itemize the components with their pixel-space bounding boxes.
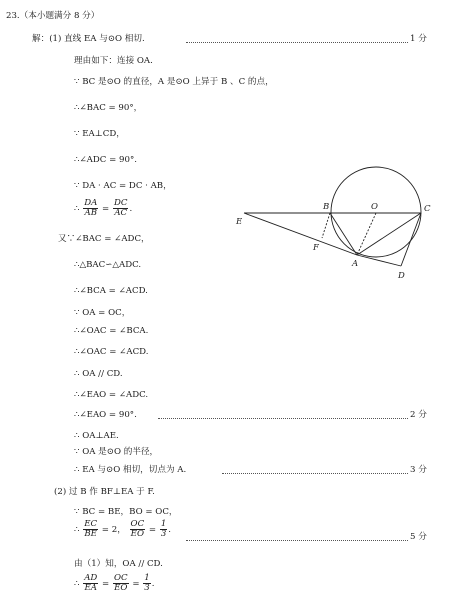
label-o: O [371, 202, 378, 212]
score-1: 1 分 [410, 34, 427, 44]
solution-line-3: ∵ BC 是⊙O 的直径，A 是⊙O 上异于 B 、C 的点， [74, 77, 274, 87]
label-e: E [236, 217, 243, 227]
solution-line-24: 由（1）知，OA // CD. [74, 559, 163, 569]
solution-line-19: ∵ OA 是⊙O 的半径， [74, 447, 159, 457]
problem-title: 23.（本小题满分 8 分） [6, 11, 100, 21]
solution-line-25: ∴ $\frac{AD}{EA}$ = $\frac{OC}{EO}$ = $\frac{1}{3}$ . [74, 573, 155, 593]
circle-o [331, 167, 421, 257]
label-f: F [313, 243, 319, 253]
fraction: $\frac{DA}{AB}$ [84, 198, 98, 218]
solution-line-8: ∴ $\frac{DA}{AB}$ = $\frac{DC}{AC}$ . [74, 198, 133, 218]
label-a: A [352, 259, 359, 269]
line-bf [322, 213, 330, 238]
solution-line-11: ∴∠BCA = ∠ACD. [74, 286, 148, 296]
solution-line-1: 解：(1) 直线 EA 与⊙O 相切. [32, 34, 145, 44]
line-ba [330, 213, 357, 255]
solution-line-14: ∴∠OAC = ∠ACD. [74, 347, 149, 357]
solution-line-4: ∴∠BAC = 90°， [74, 103, 143, 113]
fraction: $\frac{OC}{EO}$ [130, 519, 145, 539]
solution-line-18: ∴ OA⊥AE. [74, 431, 119, 441]
label-c: C [424, 204, 431, 214]
fraction: $\frac{DC}{AC}$ [113, 198, 128, 218]
fraction: $\frac{1}{3}$ [160, 519, 167, 539]
solution-line-6: ∴∠ADC = 90°. [74, 155, 137, 165]
fraction: $\frac{OC}{EO}$ [113, 573, 128, 593]
solution-line-12: ∵ OA = OC， [74, 308, 131, 318]
score-2: 2 分 [410, 410, 427, 420]
solution-line-13: ∴∠OAC = ∠BCA. [74, 326, 149, 336]
solution-line-5: ∵ EA⊥CD， [74, 129, 125, 139]
fraction: $\frac{AD}{EA}$ [84, 573, 98, 593]
score-5: 5 分 [410, 532, 427, 542]
solution-line-20: ∴ EA 与⊙O 相切，切点为 A. [74, 465, 187, 475]
solution-line-9: 又∵∠BAC = ∠ADC， [58, 234, 150, 244]
line-ea [244, 213, 357, 255]
solution-line-10: ∴△BAC∽△ADC. [74, 260, 142, 270]
solution-line-23: ∴ $\frac{EC}{BE}$ = 2， $\frac{OC}{EO}$ = $\frac{1}{3}$ . [74, 519, 172, 539]
solution-line-22: ∵ BC = BE，BO = OC， [74, 507, 178, 517]
solution-line-17: ∴∠EAO = 90°. [74, 410, 137, 420]
solution-line-15: ∴ OA // CD. [74, 369, 123, 379]
solution-line-7: ∵ DA · AC = DC · AB， [74, 181, 172, 191]
label-d: D [398, 271, 405, 281]
solution-line-21: (2) 过 B 作 BF⊥EA 于 F. [54, 487, 155, 497]
label-b: B [323, 202, 330, 212]
solution-line-2: 理由如下：连接 OA. [74, 56, 153, 66]
fraction: $\frac{1}{3}$ [144, 573, 150, 593]
fraction: $\frac{EC}{BE}$ [84, 519, 98, 539]
score-3: 3 分 [410, 465, 427, 475]
solution-line-16: ∴∠EAO = ∠ADC. [74, 390, 149, 400]
line-cd [401, 213, 421, 266]
